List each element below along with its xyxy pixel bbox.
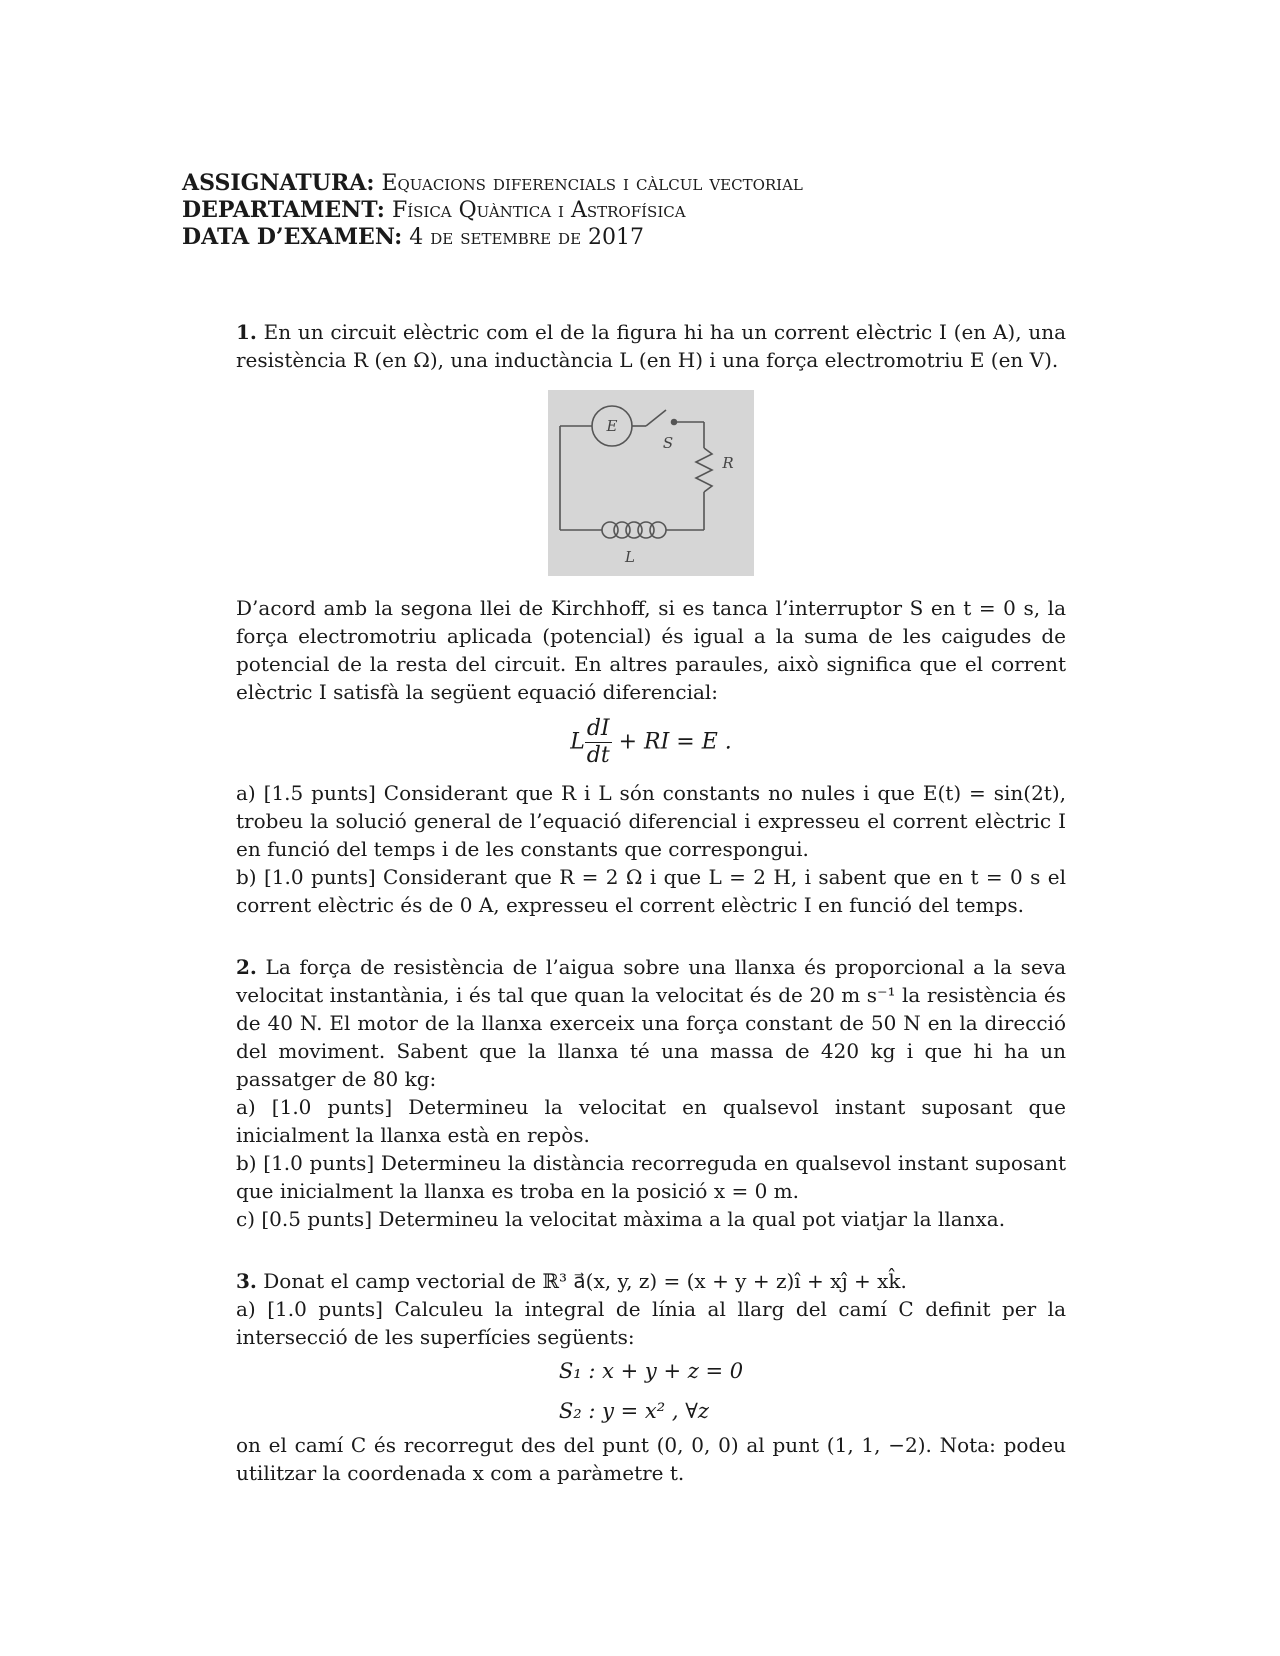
- eq-numerator: dI: [586, 716, 610, 741]
- q1-part-b: b) [1.0 punts] Considerant que R = 2 Ω i que L = 2 H, i sabent que en t = 0 s el corrent elèctric és de 0 A, expresseu el corrent elèctric I en funció del temps.: [236, 865, 1066, 917]
- date-label: DATA D’EXAMEN:: [182, 224, 403, 250]
- subject-value: Equacions diferencials i càlcul vectorial: [381, 171, 803, 196]
- eq-L: L: [570, 729, 585, 755]
- q2-part-c: c) [0.5 punts] Determineu la velocitat màxima a la qual pot viatjar la llanxa.: [236, 1207, 1006, 1231]
- q3-part-a: a) [1.0 punts] Calculeu la integral de línia al llarg del camí C definit per la intersecció de les superfícies següents:: [236, 1297, 1066, 1349]
- q2-intro-text: La força de resistència de l’aigua sobre una llanxa és proporcional a la seva velocitat instantània, i és tal que quan la velocitat és de 20 m s⁻¹ la resistència és de 40 N. El motor de la llanxa exerceix una força constant de 50 N en la direcció del moviment. Sabent que la llanxa té una massa de 420 kg i que hi ha un passatger de 80 kg:: [236, 955, 1066, 1091]
- circuit-diagram: [548, 390, 754, 576]
- eq-denominator: dt: [586, 743, 610, 768]
- label-R: R: [722, 454, 734, 472]
- surface-s1: S₁ : x + y + z = 0: [558, 1359, 744, 1383]
- label-E: E: [606, 417, 618, 435]
- department-value: Física Quàntica i Astrofísica: [391, 198, 686, 223]
- q1-number: 1.: [236, 320, 257, 344]
- subject-label: ASSIGNATURA:: [182, 170, 375, 196]
- surface-s2: S₂ : y = x² , ∀z: [558, 1399, 709, 1423]
- q1-intro-text: En un circuit elèctric com el de la figura hi ha un corrent elèctric I (en A), una resistència R (en Ω), una inductància L (en H) i una força electromotriu E (en V).: [236, 320, 1067, 372]
- subject-line: [182, 170, 1082, 197]
- eq-rhs: + RI = E .: [618, 729, 732, 755]
- question-3: [236, 1267, 1066, 1487]
- label-S: S: [662, 434, 674, 452]
- q1-intro: [236, 318, 1066, 374]
- q2-number: 2.: [236, 955, 257, 979]
- q1-part-a: a) [1.5 punts] Considerant que R i L són constants no nules i que E(t) = sin(2t), trobeu la solució general de l’equació diferencial i expresseu el corrent elèctric I en funció del temps i de les constants que correspongui.: [236, 781, 1066, 861]
- date-line: [182, 224, 1082, 251]
- circuit-figure: [548, 390, 754, 576]
- exam-header: [182, 170, 1082, 251]
- q3-intro-text: Donat el camp vectorial de ℝ³ a⃗(x, y, z) = (x + y + z)î + xĵ + xk̂.: [263, 1269, 907, 1293]
- q2-part-b: b) [1.0 punts] Determineu la distància recorreguda en qualsevol instant suposant que inicialment la llanxa es troba en la posició x = 0 m.: [236, 1151, 1066, 1203]
- department-line: [182, 197, 1082, 224]
- department-label: DEPARTAMENT:: [182, 197, 385, 223]
- question-1: [236, 318, 1066, 919]
- q3-number: 3.: [236, 1269, 257, 1293]
- q3-path-text: on el camí C és recorregut des del punt (0, 0, 0) al punt (1, 1, −2). Nota: podeu utilitzar la coordenada x com a paràmetre t.: [236, 1433, 1066, 1485]
- question-2: [236, 953, 1066, 1233]
- q1-kirchhoff-text: D’acord amb la segona llei de Kirchhoff, si es tanca l’interruptor S en t = 0 s, la força electromotriu aplicada (potencial) és igual a la suma de les caigudes de potencial de la resta del circuit. En altres paraules, això significa que el corrent elèctric I satisfà la següent equació diferencial:: [236, 596, 1066, 704]
- q3-intro: [236, 1267, 1066, 1295]
- date-value: 4 de setembre de 2017: [409, 225, 644, 250]
- q2-intro: [236, 953, 1066, 1093]
- q2-part-a: a) [1.0 punts] Determineu la velocitat en qualsevol instant suposant que inicialment la llanxa està en repòs.: [236, 1095, 1066, 1147]
- exam-body: [236, 318, 1066, 1487]
- q3-surfaces: [236, 1351, 1066, 1431]
- label-L: L: [625, 548, 635, 566]
- eq-derivative: [585, 716, 612, 769]
- q1-equation: [236, 716, 1066, 769]
